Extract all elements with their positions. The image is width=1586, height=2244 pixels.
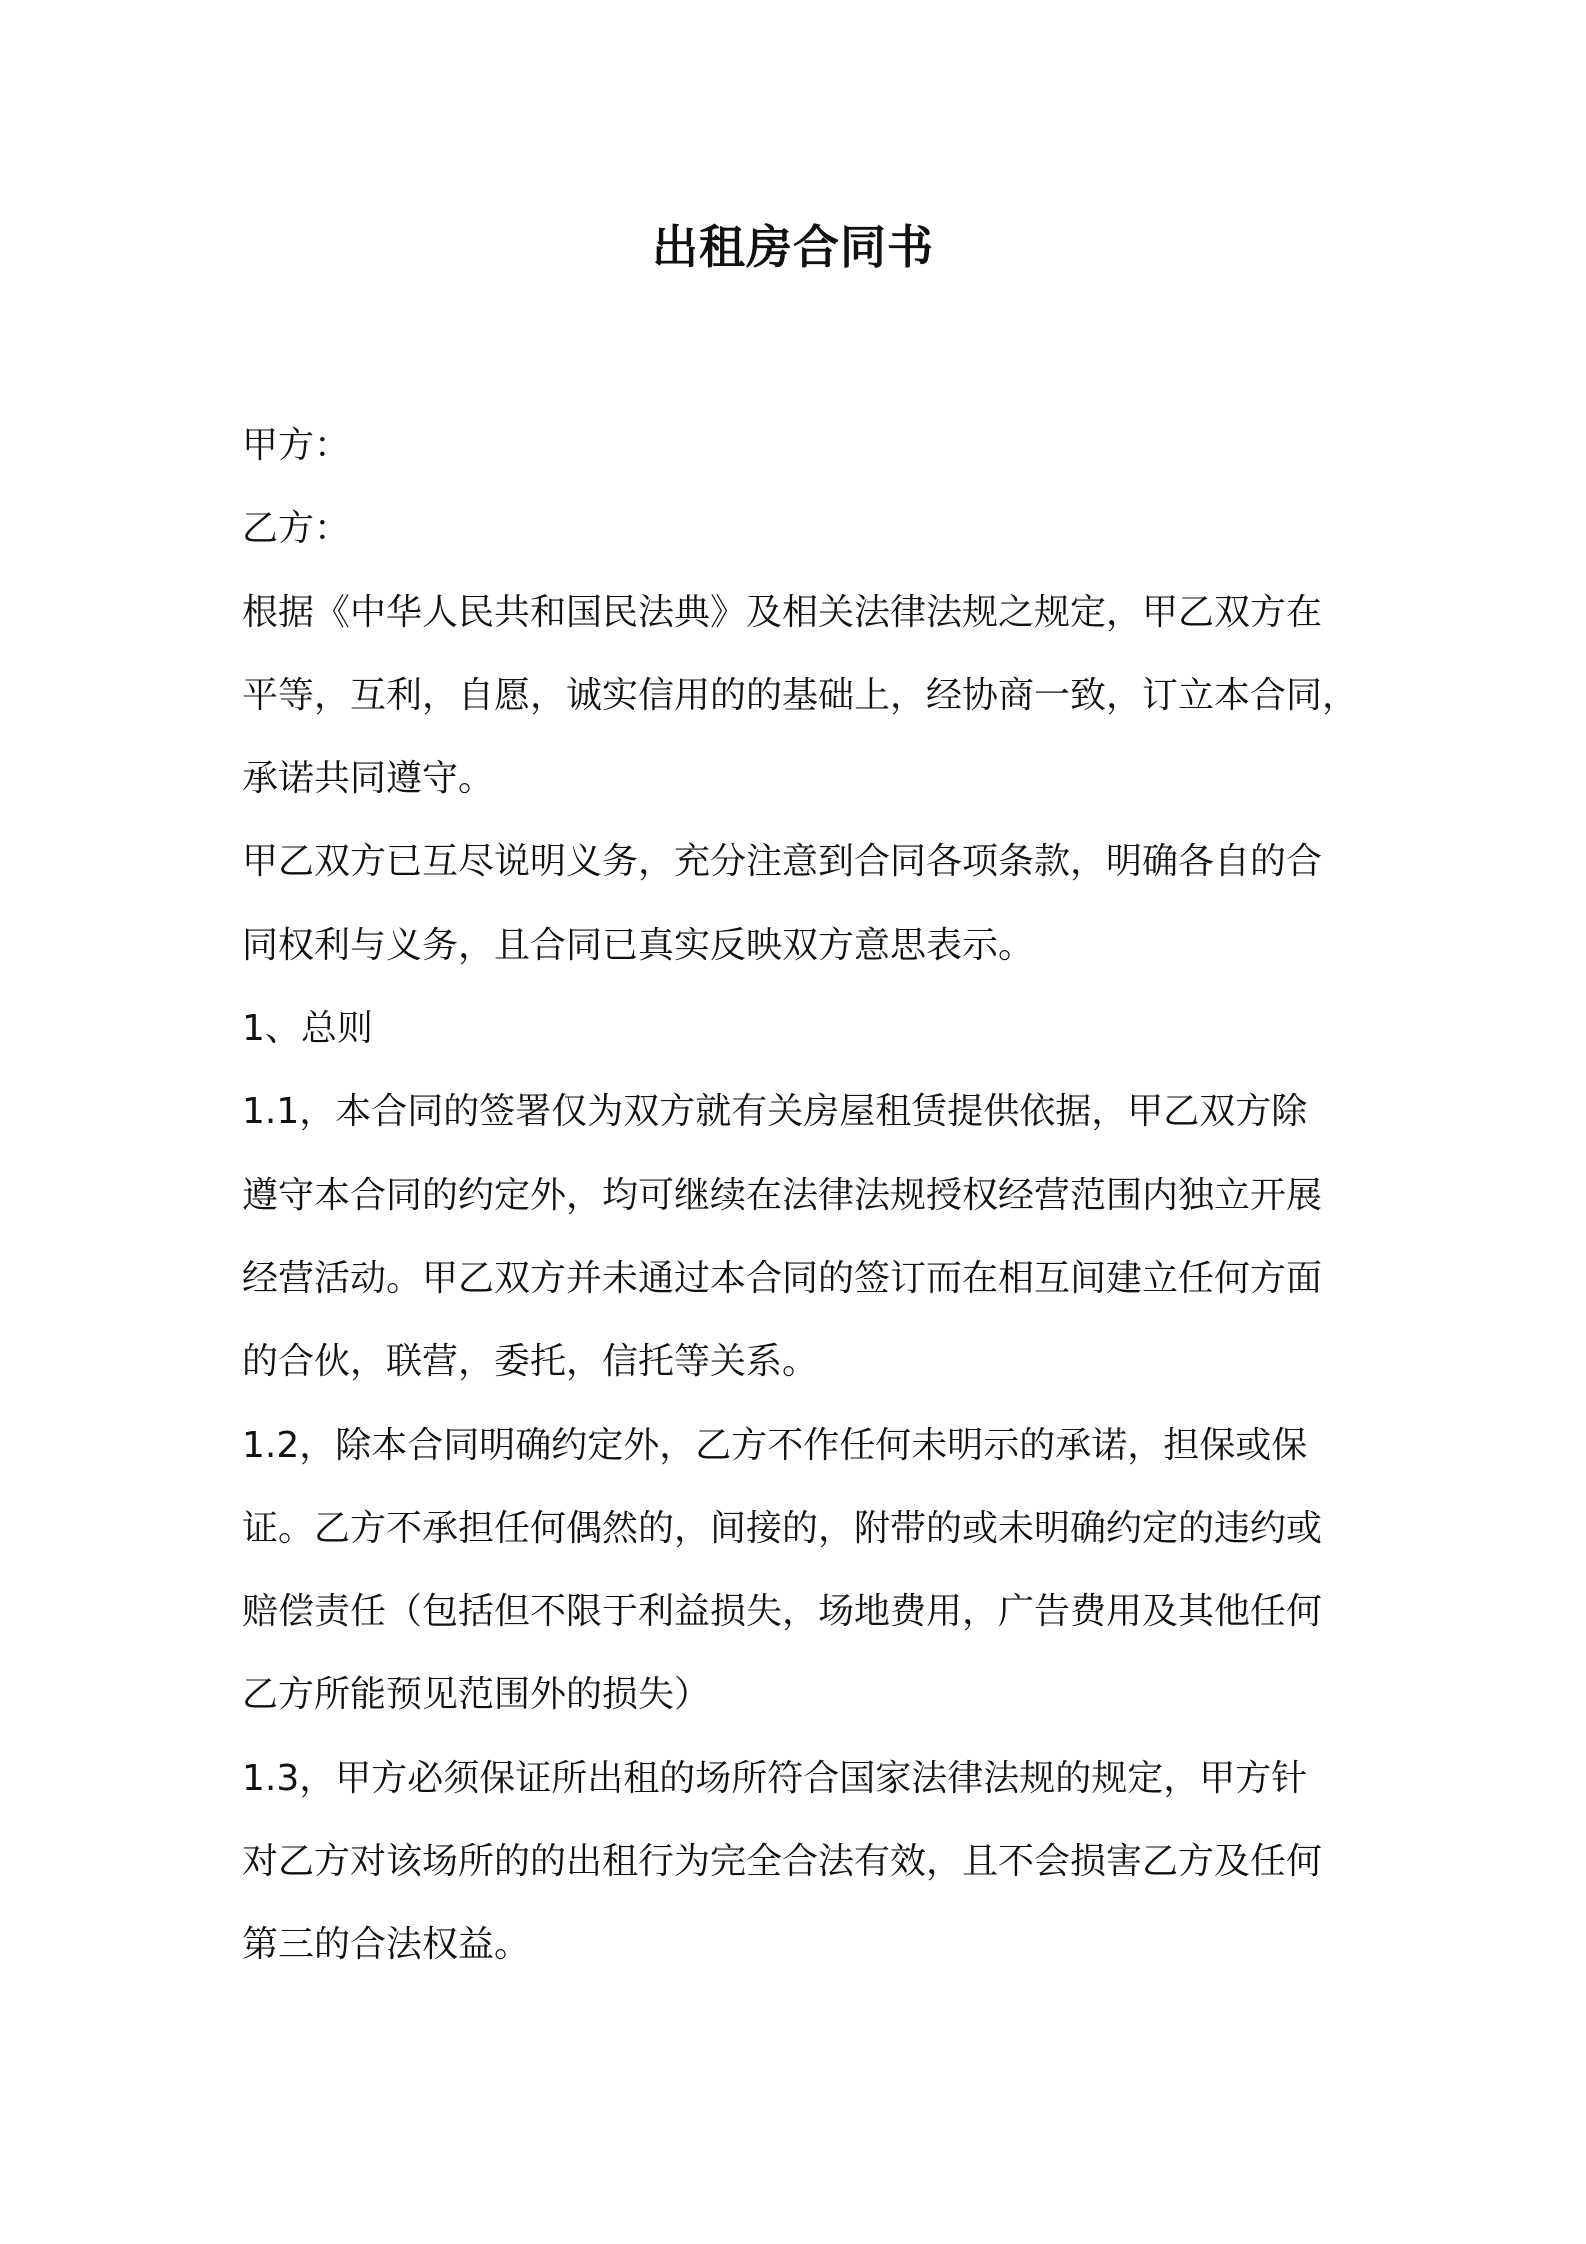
clause-1-3-line: 对乙方对该场所的的出租行为完全合法有效，且不会损害乙方及任何 xyxy=(242,1841,1323,1883)
document-body xyxy=(242,404,1362,1987)
clause-1-2-line: 赔偿责任（包括但不限于利益损失，场地费用，广告费用及其他任何 xyxy=(242,1591,1323,1633)
clause-1-1-line: 的合伙，联营，委托，信托等关系。 xyxy=(242,1341,819,1383)
clause-1-1-line: 遵守本合同的约定外，均可继续在法律法规授权经营范围内独立开展 xyxy=(242,1174,1323,1216)
document-title: 出租房合同书 xyxy=(652,220,934,274)
clause-1-3-line: 1.3，甲方必须保证所出租的场所符合国家法律法规的规定，甲方针 xyxy=(242,1757,1308,1799)
section-heading: 1、总则 xyxy=(242,1008,373,1050)
clause-1-2-line: 1.2，除本合同明确约定外，乙方不作任何未明示的承诺，担保或保 xyxy=(242,1424,1308,1466)
disclosure-line: 甲乙双方已互尽说明义务，充分注意到合同各项条款，明确各自的合 xyxy=(242,841,1323,883)
preamble-line: 根据《中华人民共和国民法典》及相关法律法规之规定，甲乙双方在 xyxy=(242,591,1323,633)
clause-1-2-line: 证。乙方不承担任何偶然的，间接的，附带的或未明确约定的违约或 xyxy=(242,1507,1323,1549)
clause-1-1-line: 经营活动。甲乙双方并未通过本合同的签订而在相互间建立任何方面 xyxy=(242,1257,1323,1299)
party-a-line: 甲方： xyxy=(242,425,351,466)
party-b-line: 乙方： xyxy=(242,508,351,550)
disclosure-line: 同权利与义务，且合同已真实反映双方意思表示。 xyxy=(242,924,1035,966)
clause-1-3-line: 第三的合法权益。 xyxy=(242,1924,531,1966)
preamble-line: 承诺共同遵守。 xyxy=(242,758,495,800)
preamble-line: 平等，互利，自愿，诚实信用的的基础上，经协商一致，订立本合同， xyxy=(242,674,1359,716)
clause-1-2-line: 乙方所能预见范围外的损失） xyxy=(242,1674,711,1716)
clause-1-1-line: 1.1，本合同的签署仅为双方就有关房屋租赁提供依据，甲乙双方除 xyxy=(242,1091,1308,1133)
